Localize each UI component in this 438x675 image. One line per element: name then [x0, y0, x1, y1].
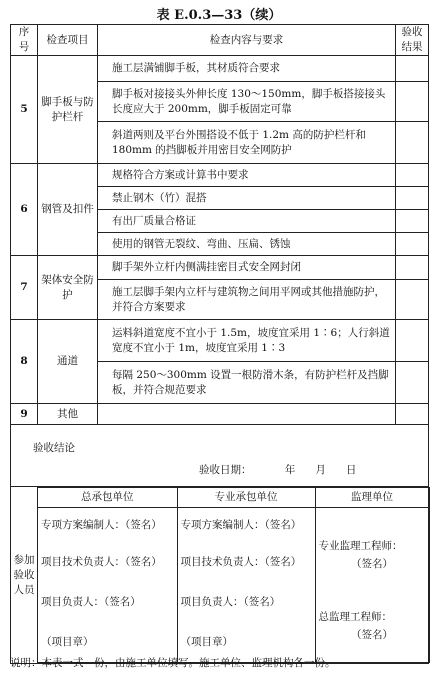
result-cell[interactable]	[396, 280, 429, 320]
signature-line: 总监理工程师：	[318, 611, 392, 623]
project-seal: （项目章）	[41, 635, 94, 648]
row-content: 规格符合方案或计算书中要求	[98, 164, 396, 187]
unit-title: 监理单位	[315, 488, 429, 508]
unit-title: 总承包单位	[38, 488, 177, 508]
table-title: 表 E.0.3—33（续）	[156, 8, 282, 23]
row-content	[98, 404, 396, 425]
header-seq: 序号	[11, 25, 38, 56]
footnote: 说明：本表一式 份，由施工单位填写。施工单位、监理机构各一份。	[10, 657, 336, 669]
result-cell[interactable]	[396, 404, 429, 425]
row-seq: 9	[11, 404, 38, 425]
row-content: 每隔 250～300mm 设置一根防滑木条，有防护栏杆及挡脚板，并符合规范要求	[98, 362, 396, 404]
row-seq: 7	[11, 256, 38, 320]
row-content: 运料斜道宽度不宜小于 1.5m，坡度宜采用 1∶6；人行斜道宽度不宜小于 1m，坡度宜采用 1∶3	[98, 320, 396, 362]
row-seq: 5	[11, 56, 38, 164]
signature-line: 专项方案编制人：（签名）	[180, 518, 302, 531]
table-row	[11, 164, 429, 187]
signature-line: 项目负责人：（签名）	[41, 595, 141, 608]
subcontractor-signatures[interactable]	[177, 508, 315, 663]
conclusion-cell[interactable]	[11, 425, 429, 487]
participants-row	[11, 487, 429, 664]
result-cell[interactable]	[396, 82, 429, 122]
row-seq: 6	[11, 164, 38, 256]
result-cell[interactable]	[396, 56, 429, 82]
signature-area	[38, 487, 429, 664]
row-content: 使用的钢管无裂纹、弯曲、压扁、锈蚀	[98, 233, 396, 256]
conclusion-row	[11, 425, 429, 487]
table-row	[11, 404, 429, 425]
header-row	[11, 25, 429, 56]
row-content: 施工层脚手架内立杆与建筑物之间用平网或其他措施防护，并符合方案要求	[98, 280, 396, 320]
inspection-table	[10, 24, 429, 664]
header-result: 验收结果	[396, 25, 429, 56]
signature-line: 项目负责人：（签名）	[180, 595, 281, 608]
row-content: 施工层满铺脚手板，其材质符合要求	[98, 56, 396, 82]
inspection-date: 验收日期： 年 月 日	[199, 464, 357, 476]
result-cell[interactable]	[396, 164, 429, 187]
result-cell[interactable]	[396, 256, 429, 280]
result-cell[interactable]	[396, 122, 429, 164]
row-content: 脚手架外立杆内侧满挂密目式安全网封闭	[98, 256, 396, 280]
row-content: 禁止钢木（竹）混搭	[98, 187, 396, 210]
signature-line: 项目技术负责人：（签名）	[41, 555, 162, 568]
row-content: 有出厂质量合格证	[98, 210, 396, 233]
signature-line: （签名）	[351, 558, 393, 570]
header-content: 检查内容与要求	[98, 25, 396, 56]
result-cell[interactable]	[396, 233, 429, 256]
row-item: 架体安全防护	[38, 256, 98, 320]
spacer	[319, 572, 426, 610]
project-seal: （项目章）	[180, 635, 233, 648]
row-seq: 8	[11, 320, 38, 404]
row-item: 通道	[38, 320, 98, 404]
general-contractor-signatures[interactable]	[38, 508, 177, 663]
signature-line: 项目技术负责人：（签名）	[180, 555, 302, 568]
signature-line: 专项方案编制人：（签名）	[41, 518, 162, 531]
participants-label: 参加验收人员	[11, 487, 38, 664]
result-cell[interactable]	[396, 187, 429, 210]
table-row	[11, 56, 429, 82]
row-item: 钢管及扣件	[38, 164, 98, 256]
signature-line: 专业监理工程师：	[318, 540, 403, 552]
row-content: 脚手板对接接头外伸长度 130～150mm，脚手板搭接接头长度应大于 200mm，脚手板固定可靠	[98, 82, 396, 122]
table-row	[11, 256, 429, 280]
signature-table	[38, 487, 430, 663]
row-item: 其他	[38, 404, 98, 425]
conclusion-label: 验收结论	[33, 442, 75, 454]
signature-body-row	[38, 508, 429, 663]
signature-header-row	[38, 488, 429, 508]
result-cell[interactable]	[396, 210, 429, 233]
result-cell[interactable]	[396, 320, 429, 362]
table-row	[11, 320, 429, 362]
signature-line: （签名）	[351, 629, 393, 641]
result-cell[interactable]	[396, 362, 429, 404]
header-item: 检查项目	[38, 25, 98, 56]
row-content: 斜道两则及平台外围搭设不低于 1.2m 高的防护栏杆和 180mm 的挡脚板并用密目安全网防护	[98, 122, 396, 164]
supervision-signatures[interactable]	[315, 508, 429, 663]
row-item: 脚手板与防护栏杆	[38, 56, 98, 164]
unit-title: 专业承包单位	[177, 488, 315, 508]
